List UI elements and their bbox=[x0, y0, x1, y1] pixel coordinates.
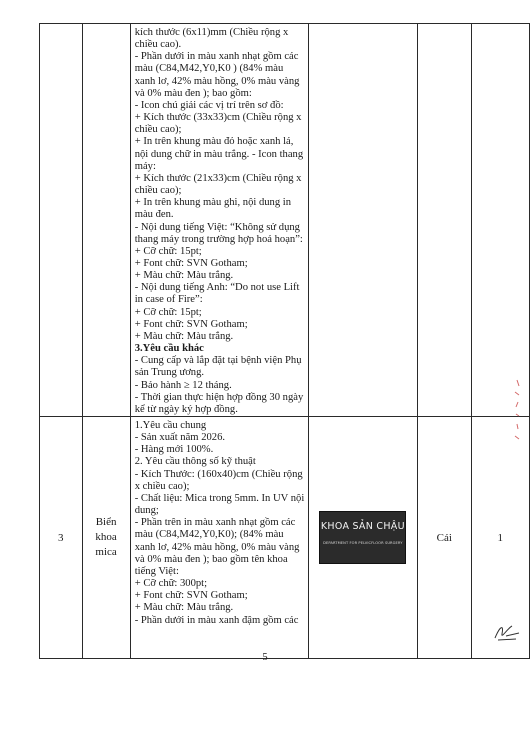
sign-sub-text: DEPARTMENT FOR PELVICFLOOR SURGERY bbox=[323, 541, 403, 545]
spec-line: và 0% màu đen ); bao gồm tên khoa bbox=[134, 553, 288, 565]
spec-line: - Nội dung tiếng Việt: “Không sử dụng bbox=[134, 221, 300, 233]
spec-line: - Kích Thước: (160x40)cm (Chiều rộng bbox=[134, 468, 303, 480]
stt-number: 3 bbox=[58, 531, 64, 544]
spec-line: và 0% màu đen ); bao gồm: bbox=[134, 87, 252, 99]
item-name-line: mica bbox=[95, 546, 117, 558]
spec-line: 1.Yêu cầu chung bbox=[134, 420, 207, 431]
spec-table bbox=[39, 23, 530, 659]
spec-line: + Màu chữ: Màu trắng. bbox=[134, 602, 234, 614]
spec-line: sản Trung ương. bbox=[134, 367, 205, 379]
spec-line: + Màu chữ: Màu trắng. bbox=[134, 330, 234, 342]
spec-line: + Cỡ chữ: 15pt; bbox=[134, 306, 202, 318]
stt-cell bbox=[40, 24, 83, 417]
spec-line: chiều cao); bbox=[134, 124, 182, 136]
spec-line: + In trên khung màu ghi, nội dung in bbox=[134, 197, 292, 209]
item-name-cell bbox=[82, 417, 130, 659]
spec-line: - Icon chú giải các vị trí trên sơ đồ: bbox=[134, 99, 284, 111]
spec-line: xanh lơ, 42% màu hồng, 0% màu vàng bbox=[134, 75, 300, 87]
spec-line: + Font chữ: SVN Gotham; bbox=[134, 590, 248, 602]
spec-line: chiều cao). bbox=[134, 39, 182, 51]
spec-line: nội dung chữ in màu trắng. - Icon thang bbox=[134, 148, 304, 160]
spec-line: - Phần trên in màu xanh nhạt gồm các bbox=[134, 517, 296, 529]
spec-line: thang máy trong trường hợp hoả hoạn”: bbox=[134, 233, 303, 245]
spec-line: + Kích thước (21x33)cm (Chiều rộng x bbox=[134, 172, 302, 184]
sign-main-text: KHOA SẢN CHẬU bbox=[320, 521, 405, 532]
spec-line: - Phần dưới in màu xanh đậm gồm các bbox=[134, 614, 299, 626]
spec-line: + Font chữ: SVN Gotham; bbox=[134, 257, 248, 269]
quantity-value: 1 bbox=[497, 531, 504, 544]
spec-line: - Hàng mới 100%. bbox=[134, 444, 214, 456]
spec-line: chiều cao); bbox=[134, 185, 182, 197]
image-cell bbox=[308, 417, 418, 659]
table-row bbox=[40, 24, 530, 417]
spec-line: màu (C84,M42,Y0,K0); (84% màu bbox=[134, 529, 284, 541]
spec-line: - Bảo hành ≥ 12 tháng. bbox=[134, 379, 232, 391]
page-number: 5 bbox=[262, 652, 268, 663]
spec-line: kích thước (6x11)mm (Chiều rộng x bbox=[134, 27, 289, 38]
spec-text bbox=[131, 417, 308, 627]
spec-line: - Cung cấp và lắp đặt tại bệnh viện Phụ bbox=[134, 355, 302, 367]
spec-line: máy: bbox=[134, 160, 156, 172]
spec-line: 2. Yêu cầu thông số kỹ thuật bbox=[134, 456, 256, 468]
spec-line: - Sản xuất năm 2026. bbox=[134, 432, 226, 444]
spec-line: kể từ ngày ký hợp đồng. bbox=[134, 403, 238, 415]
spec-line: + In trên khung màu đỏ hoặc xanh lá, bbox=[134, 136, 294, 148]
spec-line: + Màu chữ: Màu trắng. bbox=[134, 270, 234, 282]
item-name-cell bbox=[82, 24, 130, 417]
quantity-cell bbox=[471, 24, 529, 417]
unit-cell bbox=[418, 417, 471, 659]
item-name-line: khoa bbox=[95, 531, 117, 543]
initials-signature bbox=[492, 620, 522, 642]
unit-cell bbox=[418, 24, 471, 417]
stt-cell bbox=[40, 417, 83, 659]
spec-line: + Kích thước (33x33)cm (Chiều rộng x bbox=[134, 112, 302, 124]
spec-line: x chiều cao); bbox=[134, 480, 190, 492]
spec-line: dung; bbox=[134, 505, 159, 517]
spec-line: + Cỡ chữ: 15pt; bbox=[134, 245, 202, 257]
spec-text bbox=[131, 24, 308, 416]
sign-preview-image bbox=[319, 511, 406, 564]
spec-line: màu (C84,M42,Y0,K0 ) (84% màu bbox=[134, 63, 284, 75]
margin-stamp-marks bbox=[512, 378, 522, 446]
table-row bbox=[40, 417, 530, 659]
spec-line: - Thời gian thực hiện hợp đồng 30 ngày bbox=[134, 391, 304, 403]
spec-line: + Cỡ chữ: 300pt; bbox=[134, 578, 208, 590]
section-heading: 3.Yêu cầu khác bbox=[134, 343, 204, 355]
spec-line: tiếng Việt: bbox=[134, 565, 179, 577]
spec-cell bbox=[130, 417, 308, 659]
spec-line: xanh lơ, 42% màu hồng, 0% màu vàng bbox=[134, 541, 300, 553]
unit-value: Cái bbox=[436, 531, 452, 544]
spec-line: màu đen. bbox=[134, 209, 174, 221]
spec-line: - Phần dưới in màu xanh nhạt gồm các bbox=[134, 51, 299, 63]
spec-line: - Nội dung tiếng Anh: “Do not use Lift bbox=[134, 282, 300, 294]
spec-cell bbox=[130, 24, 308, 417]
image-cell bbox=[308, 24, 418, 417]
spec-line: - Chất liệu: Mica trong 5mm. In UV nội bbox=[134, 492, 305, 504]
spec-line: + Font chữ: SVN Gotham; bbox=[134, 318, 248, 330]
spec-line: in case of Fire”: bbox=[134, 294, 203, 306]
item-name-line: Biển bbox=[95, 516, 117, 528]
